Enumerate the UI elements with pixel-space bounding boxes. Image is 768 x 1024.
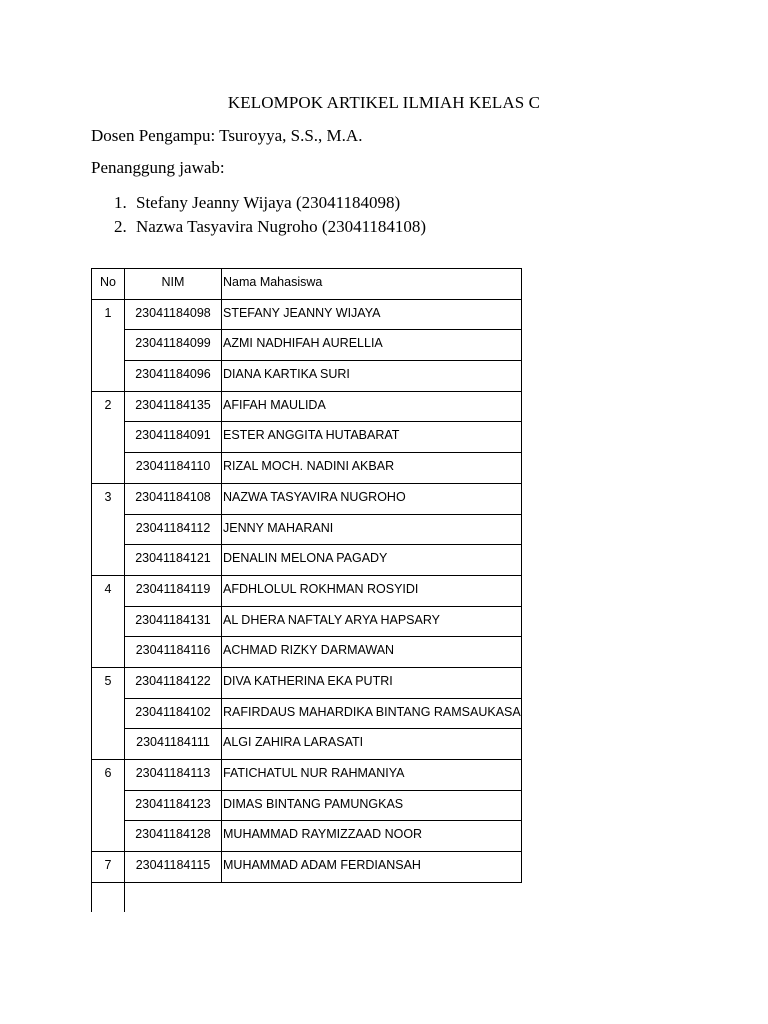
student-nim: 23041184108 bbox=[125, 483, 222, 514]
student-name: STEFANY JEANNY WIJAYA bbox=[222, 299, 522, 330]
student-name: AZMI NADHIFAH AURELLIA bbox=[222, 330, 522, 361]
group-number: 5 bbox=[92, 667, 125, 759]
table-row bbox=[92, 391, 522, 422]
student-name: RIZAL MOCH. NADINI AKBAR bbox=[222, 453, 522, 484]
table-row bbox=[92, 545, 522, 576]
list-item bbox=[114, 191, 426, 215]
student-name: NAZWA TASYAVIRA NUGROHO bbox=[222, 483, 522, 514]
student-name: JENNY MAHARANI bbox=[222, 514, 522, 545]
table-row bbox=[92, 821, 522, 852]
student-nim: 23041184128 bbox=[125, 821, 222, 852]
student-name: AL DHERA NAFTALY ARYA HAPSARY bbox=[222, 606, 522, 637]
table-row bbox=[92, 422, 522, 453]
student-nim: 23041184122 bbox=[125, 667, 222, 698]
table-row bbox=[92, 361, 522, 392]
table-row bbox=[92, 514, 522, 545]
student-name: AFDHLOLUL ROKHMAN ROSYIDI bbox=[222, 575, 522, 606]
list-number: 1. bbox=[114, 193, 127, 212]
header-nama: Nama Mahasiswa bbox=[222, 269, 522, 300]
list-number: 2. bbox=[114, 217, 127, 236]
student-name: DIMAS BINTANG PAMUNGKAS bbox=[222, 790, 522, 821]
student-nim: 23041184121 bbox=[125, 545, 222, 576]
student-nim: 23041184115 bbox=[125, 852, 222, 883]
student-nim: 23041184119 bbox=[125, 575, 222, 606]
student-name: AFIFAH MAULIDA bbox=[222, 391, 522, 422]
penanggung-jawab-list bbox=[114, 191, 426, 239]
list-text: Nazwa Tasyavira Nugroho (23041184108) bbox=[136, 217, 427, 236]
student-name: FATICHATUL NUR RAHMANIYA bbox=[222, 760, 522, 791]
student-nim: 23041184113 bbox=[125, 760, 222, 791]
dosen-pengampu: Dosen Pengampu: Tsuroyya, S.S., M.A. bbox=[91, 126, 363, 145]
table-row bbox=[92, 483, 522, 514]
table-row bbox=[92, 575, 522, 606]
student-nim: 23041184123 bbox=[125, 790, 222, 821]
student-name: DIANA KARTIKA SURI bbox=[222, 361, 522, 392]
student-name: ALGI ZAHIRA LARASATI bbox=[222, 729, 522, 760]
student-nim: 23041184131 bbox=[125, 606, 222, 637]
table-row bbox=[92, 852, 522, 883]
student-name: DIVA KATHERINA EKA PUTRI bbox=[222, 667, 522, 698]
student-name: MUHAMMAD RAYMIZZAAD NOOR bbox=[222, 821, 522, 852]
table-row bbox=[92, 729, 522, 760]
penanggung-jawab-label: Penanggung jawab: bbox=[91, 158, 225, 177]
student-name: ACHMAD RIZKY DARMAWAN bbox=[222, 637, 522, 668]
table-row bbox=[92, 698, 522, 729]
group-number: 6 bbox=[92, 760, 125, 852]
student-nim: 23041184099 bbox=[125, 330, 222, 361]
group-number: 2 bbox=[92, 391, 125, 483]
table-header-row bbox=[92, 269, 522, 300]
table-row bbox=[92, 760, 522, 791]
empty-cell bbox=[92, 882, 125, 912]
student-nim: 23041184111 bbox=[125, 729, 222, 760]
table-row bbox=[92, 299, 522, 330]
group-number: 1 bbox=[92, 299, 125, 391]
header-no: No bbox=[92, 269, 125, 300]
student-name: MUHAMMAD ADAM FERDIANSAH bbox=[222, 852, 522, 883]
student-nim: 23041184112 bbox=[125, 514, 222, 545]
table-row bbox=[92, 790, 522, 821]
table-row-continuation bbox=[92, 882, 522, 912]
empty-cell bbox=[125, 882, 222, 912]
student-name: DENALIN MELONA PAGADY bbox=[222, 545, 522, 576]
student-nim: 23041184110 bbox=[125, 453, 222, 484]
group-number: 7 bbox=[92, 852, 125, 883]
student-nim: 23041184096 bbox=[125, 361, 222, 392]
header-nim: NIM bbox=[125, 269, 222, 300]
table-row bbox=[92, 453, 522, 484]
student-table bbox=[91, 268, 522, 912]
student-name: RAFIRDAUS MAHARDIKA BINTANG RAMSAUKASA bbox=[222, 698, 522, 729]
group-number: 3 bbox=[92, 483, 125, 575]
student-name: ESTER ANGGITA HUTABARAT bbox=[222, 422, 522, 453]
table-row bbox=[92, 667, 522, 698]
empty-cell bbox=[222, 882, 522, 912]
table-row bbox=[92, 330, 522, 361]
list-item bbox=[114, 215, 426, 239]
student-nim: 23041184116 bbox=[125, 637, 222, 668]
table-row bbox=[92, 606, 522, 637]
group-number: 4 bbox=[92, 575, 125, 667]
student-nim: 23041184135 bbox=[125, 391, 222, 422]
table-row bbox=[92, 637, 522, 668]
student-nim: 23041184102 bbox=[125, 698, 222, 729]
student-nim: 23041184098 bbox=[125, 299, 222, 330]
list-text: Stefany Jeanny Wijaya (23041184098) bbox=[136, 193, 401, 212]
document-title: KELOMPOK ARTIKEL ILMIAH KELAS C bbox=[227, 93, 541, 112]
student-nim: 23041184091 bbox=[125, 422, 222, 453]
